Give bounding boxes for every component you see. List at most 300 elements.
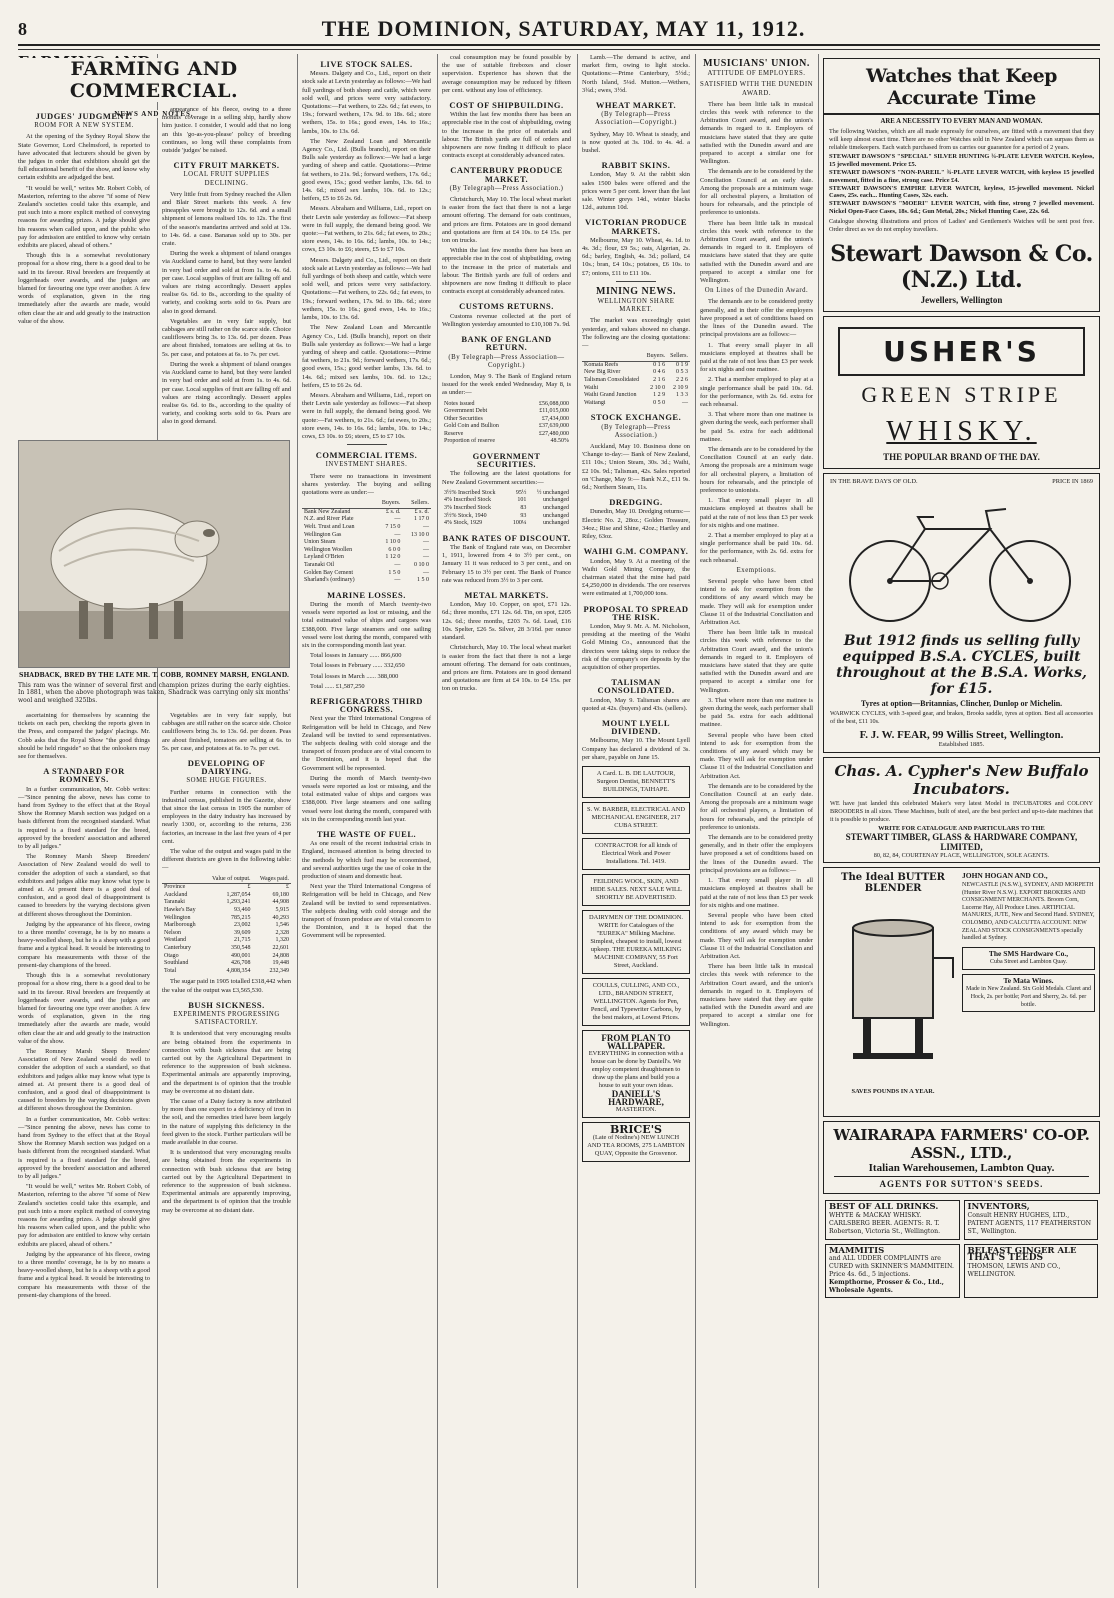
table-cell: 2 10 0 — [650, 384, 666, 391]
paragraph: 1. That every small player in all musicians employed at theatres shall be paid at the rate of not less than £3 per week for six nights and one matinee. — [700, 341, 813, 374]
table-row — [302, 547, 431, 555]
mammitis-ad — [825, 1244, 960, 1299]
table-cell: £ — [247, 884, 251, 891]
table-cell: 6 0 0 — [388, 546, 401, 553]
ad-text: A Card. L. B. DE LAUTOUR, Surgeon Dentist, BENNETT'S BUILDINGS, TAIHAPE. — [596, 769, 676, 793]
paragraph: Several people who have been cited intend to ask for exemption from the conditions of any award which may be made. They will ask for exemption under Clause 11 of the Industrial Conciliation and Arbitration Act. — [700, 911, 813, 960]
table-row — [582, 392, 690, 400]
wairarapa-farmers-ad — [823, 1121, 1100, 1194]
brices-ad — [582, 1122, 690, 1162]
paragraph: Messrs. Abraham and Williams, Ltd., report on their Levin sale yesterday as follows:—Fat sheep were in full supply, the demand being good. We quote:—Fat wethers, to 21s. 6d.; fat ewes, to 20s.; store ewes, 14s. to 16s. 6d.; lambs, 10s. to 14s.; cows, £3 10s. to £6; steers, £5 to £7 10s. — [302, 205, 431, 254]
paragraph: appearance of his fleece, owing to a three months' coverage in a selling ship, hardly show him justice. I consider, I would add that no long an this 'go-as-you-please' policy of breeding continues, so long will these complaints from outside 'judges' be raised. — [162, 106, 291, 155]
paragraph: Judging by the appearance of his fleece, owing to a three months' coverage, he is by no means a heavy-woolled sheep, but he is a sheep with a good frame and a typical head. It would be interesting to compare his measurements with those of the present-day champions of the breed. — [18, 920, 150, 969]
ram-photograph — [18, 440, 290, 668]
table-row — [442, 408, 571, 416]
bsa-cycles-ad — [823, 473, 1100, 753]
paragraph: The market was exceedingly quiet yesterday, and values showed no change. The following are the closing quotations:— — [582, 317, 690, 350]
table-cell: Leyland O'Brien — [304, 554, 344, 561]
article-headline: COST OF SHIPBUILDING. — [449, 100, 564, 111]
sheep-illustration — [19, 441, 290, 667]
butter-blender-ad — [823, 867, 1100, 1117]
paragraph: During the month of March twenty-two vessels were reported as lost or missing, and the total estimated value of ships and cargoes was £388,000. Five large steamers and one sailing vessel were lost during the month, compared with six in the corresponding month last year. — [302, 600, 431, 649]
ad-item-text: STEWART DAWSON'S "NON-PAREIL" ¾-PLATE LEVER WATCH, with keyless 15 jewelled movement, fitted in a fine, strong case. Price £4. — [829, 168, 1094, 184]
paragraph: Next year the Third International Congress of Refrigeration will be held in Chicago, and New Zealand will be invited to send representatives. The subjects dealing with cold storage and the transport of frozen produce are of vital concern to the Dominion, and it is hoped that the Government will be represented. — [302, 715, 431, 772]
dawson-place: Jewellers, Wellington — [920, 295, 1003, 306]
ad-row — [830, 478, 1093, 485]
paragraph: 1. That every small player in all musicians employed at theatres shall be paid at the rate of not less than £3 per week for six nights and one matinee. — [700, 877, 813, 909]
investment-shares-table — [302, 500, 431, 585]
article-subheadline: INVESTMENT SHARES. — [325, 461, 408, 469]
article-headline: WAIHI G.M. COMPANY. — [583, 546, 689, 557]
table-cell: 2 2 6 — [676, 377, 688, 384]
paragraph: Lamb.—The demand is active, and market firm, owing to light stocks. Quotations:—Prime Canterbury, 5½d.; North Island, 5¼d. Mutton.—Wethers, 3¾d.; ewes, 3½d. — [582, 54, 690, 94]
article-headline: PROPOSAL TO SPREAD THE RISK. — [583, 603, 689, 622]
table-row — [162, 899, 291, 907]
column-rule — [818, 54, 819, 1588]
table-cell: 490,001 — [231, 952, 251, 959]
paragraph: Christchurch, May 10. The local wheat market is easier from the fact that there is not a large amount offering. The demand for oats continues, and prices are firm. Potatoes are in good demand and quotations are firm at £4 10s. to £4 15s. per ton on trucks. — [442, 644, 571, 693]
paragraph: The demands are to be considered by the Conciliation Council at an early date. Among the proposals are a minimum wage for all orchestral players, a limitation of hours for rehearsals, and the principle of preference to unionists. — [700, 782, 813, 831]
table-header: Sellers. — [402, 500, 431, 508]
paragraph: The demands are to be considered pretty generally, and in their offer the employers have proposed a set of conditions based on the lines of the Dunedin award. The principal provisions are as follows:— — [700, 298, 813, 339]
table-cell: Province — [164, 884, 186, 891]
incubators-title: Chas. A. Cypher's New Buffalo Incubators. — [834, 761, 1089, 798]
article-subheadline: Exemptions. — [736, 566, 777, 574]
paragraph: As one result of the recent industrial crisis in England, increased attention is being directed to the methods by which fuel may be economised, and several authorities urge the use of coke in the production of steam and domestic heat. — [302, 840, 431, 880]
wairarapa-subtitle: Italian Warehousemen, Lambton Quay. — [868, 1162, 1055, 1175]
table-cell: Government Debt — [444, 408, 488, 415]
table-cell: 39,609 — [234, 929, 251, 936]
paragraph: The demands are to be considered by the Conciliation Council at an early date. Among the proposals are a minimum wage for all orchestral players, a limitation of hours for rehearsals, and the principle of preference to unionists. — [700, 168, 813, 217]
table-cell: Union Steam — [304, 539, 336, 546]
table-cell: Total — [164, 967, 177, 974]
table-cell: — — [682, 399, 688, 406]
table-row — [302, 508, 431, 516]
table-header — [582, 353, 644, 361]
dawson-brand: Stewart Dawson & Co. (N.Z.) Ltd. — [830, 241, 1093, 294]
ad-text: S. W. BARBER, ELECTRICAL AND MECHANICAL ENGINEER, 217 CUBA STREET. — [587, 805, 685, 829]
table-cell: 232,349 — [269, 967, 289, 974]
paragraph: Messrs. Abraham and Williams, Ltd., report on their Levin sale yesterday as follows:—Fat sheep were in full supply, the demand being good. We quote:—Fat wethers, to 21s. 6d.; fat ewes, to 20s.; store ewes, 14s. to 16s. 6d.; lambs, 10s. to 14s.; cows, £3 10s. to £6; steers, £5 to £7 10s. — [302, 391, 431, 440]
bike-small: WARWICK CYCLES, with 3-speed gear, and brakes, Brooks saddle, tyres at option. Best all accessories of the best, £11 10s. — [830, 710, 1093, 726]
table-row — [302, 539, 431, 547]
table-cell: Welt. Trust and Loan — [304, 523, 355, 530]
article-headline: MINING NEWS. — [596, 285, 676, 297]
table-cell: 5,915 — [275, 907, 289, 914]
table-cell: Reserve — [444, 430, 464, 437]
paragraph: During the month of March twenty-two vessels were reported as lost or missing, and the total estimated value of ships and cargoes was £388,000. Five large steamers and one sailing vessel were lost during the month, compared with six in the corresponding month last year. — [302, 774, 431, 823]
table-cell: Proportion of reserve — [444, 438, 495, 445]
incubators-body: WE have just landed this celebrated Maker's very latest Model in INCUBATORS and COLONY BROODERS in all sizes. These Machines, built of steel, are the best perfect and up-to-date machines that it is possible to produce. — [830, 799, 1093, 823]
article-headline: VICTORIAN PRODUCE MARKETS. — [584, 217, 688, 236]
paragraph: London, May 9. Mr. A. M. Nicholson, presiding at the meeting of the Waihi Gold Mining Co., announced that the directors were taking steps to reduce the risk of the company's ore deposits by the acquisition of other properties. — [582, 622, 690, 671]
divider — [616, 281, 656, 282]
paragraph: 2. That a member employed to play at a single performance shall be paid 10s. 6d. for the performance, with 2s. 6d. extra for each rehearsal. — [700, 376, 813, 408]
paragraph: Vegetables are in very fair supply, but cabbages are still rather on the scarce side. Choice cauliflowers bring 3s. to 13s. 6d. per dozen. Peas are about finished, tomatoes are selling at 6s. to 5s. per case, and potatoes at 6s. to 7s. per cwt. — [162, 317, 291, 358]
table-cell: Bank New Zealand — [304, 508, 351, 515]
table-cell: 1,546 — [275, 922, 289, 929]
table-cell: Waihi — [584, 384, 599, 391]
table-cell: Notes issued — [444, 400, 475, 407]
article-headline: A STANDARD FOR ROMNEYS. — [43, 766, 125, 785]
table-cell: £7,434,000 — [542, 415, 569, 422]
paragraph: Total losses in March ...... 388,000 — [310, 672, 399, 680]
paragraph: Total ...... £1,587,250 — [310, 682, 365, 690]
table-row — [582, 400, 690, 408]
table-row — [162, 915, 291, 923]
table-cell: 1 12 0 — [385, 554, 401, 561]
small-ads-row-2 — [823, 1242, 1100, 1301]
paragraph: The demands are to be considered by the Conciliation Council at an early date. Among the proposals are a minimum wage for all orchestral players, a limitation of hours for rehearsals, and the principle of preference to unionists. — [700, 445, 813, 494]
table-row — [302, 554, 431, 562]
table-cell: Westland — [164, 937, 187, 944]
usher-name: USHER'S — [883, 335, 1040, 369]
table-header — [302, 500, 373, 508]
paragraph: London, May 9. At the rabbit skin sales 1500 bales were offered and the prices were 5 per cent. lower than the last sale. Winter greys 14d., winter blacks 12d., autumn 10d. — [582, 171, 690, 212]
table-header — [162, 876, 203, 884]
paragraph: Total losses in February ...... 332,650 — [310, 662, 405, 670]
paragraph: Sydney, May 10. Wheat is steady, and is now quoted at 3s. 10d. to 4s. 4d. a bushel. — [582, 130, 690, 155]
paragraph: The sugar paid in 1905 totalled £318,442 when the value of the output was £3,565,530. — [162, 978, 291, 994]
sms-title: The SMS Hardware Co., — [988, 948, 1069, 958]
paragraph: The Romney Marsh Sheep Breeders' Association of New Zealand would do well to consider the adoption of such a standard, so that exhibitors and judges alike may know what type is aimed at. At present there is a good deal of confusion, and a good deal of disappointment is caused to breeders by the varying decisions given at different shows throughout the Dominion. — [18, 853, 150, 918]
column-1-lower — [18, 712, 150, 1588]
article-headline: DEVELOPING OF DAIRYING. — [187, 758, 266, 777]
table-row — [442, 513, 571, 521]
table-cell: Talisman Consolidated — [584, 377, 640, 384]
article-subheadline: EXPERIMENTS PROGRESSING SATISFACTORILY. — [173, 1010, 280, 1027]
ad-brand: BRICE'S — [609, 1122, 663, 1136]
ad-item — [829, 200, 1094, 216]
table-cell: 3½% Stock, 1940 — [444, 512, 487, 519]
small-ads-row-1 — [823, 1198, 1100, 1241]
butter-caption: SAVES POUNDS IN A YEAR. — [851, 1088, 935, 1096]
table-row — [302, 532, 431, 540]
table-cell: 1 10 0 — [385, 539, 401, 546]
table-cell: 1 5 0 — [417, 577, 429, 584]
paragraph: In a further communication, Mr. Cobb writes:—"Since penning the above, news has come to hand from Sydney to the effect that at the Royal Show the Romney Marsh section was judged on a basis different from the recognised standard. What is required is a fixed standard for the breed, approved by the breeders' association and adhered to by all judges." — [18, 1115, 150, 1180]
table-header: Buyers. — [373, 500, 402, 508]
paragraph: The Romney Marsh Sheep Breeders' Association of New Zealand would do well to consider the adoption of such a standard, so that exhibitors and judges alike may know what type is aimed at. At present there is a good deal of confusion, and a good deal of disappointment is caused to breeders by the varying decisions given at different shows throughout the Dominion. — [18, 1047, 150, 1113]
engineer-ad — [582, 802, 690, 834]
table-cell: 7 15 0 — [385, 523, 401, 530]
inventors-ad — [964, 1200, 1099, 1239]
divider — [347, 444, 387, 445]
article-headline: MARINE LOSSES. — [327, 589, 406, 600]
table-cell: — — [394, 561, 401, 568]
photo-note: This ram was the winner of several first and champion prizes during the early eighties. In 1881, when the above photograph was taken, Shadrack was carrying only six months' wool and weighed 325lbs. — [18, 681, 290, 704]
table-row — [442, 438, 571, 446]
butter-title: The Ideal BUTTER BLENDER — [841, 872, 945, 895]
article-subheadline: (By Telegraph—Press Association—Copyright.) — [448, 353, 565, 369]
table-cell: 0 1 6 — [653, 361, 666, 368]
table-cell: Sharland's (ordinary) — [304, 577, 355, 584]
paragraph: London, May 9. The Bank of England return issued for the week ended Wednesday, May 8, is as under:— — [442, 372, 571, 397]
table-row — [162, 945, 291, 953]
paragraph: Vegetables are in very fair supply, but cabbages are still rather on the scarce side. Choice cauliflowers bring 3s. to 13s. 6d. per dozen. Peas are about finished, tomatoes are selling at 6s. to 5s. per case, and potatoes at 6s. to 7s. per cwt. — [162, 712, 291, 752]
paragraph: coal consumption may be found possible by the use of suitable fireboxes and closer supervision. Experience has shown that the average consumption may be reduced by fifteen per cent. without any loss of efficiency. — [442, 54, 571, 94]
table-cell: 1 3 3 — [676, 392, 688, 399]
paragraph: Within the last few months there has been an appreciable rise in the cost of shipbuilding, owing to the increase in the price of materials and labour. The British yards are full of orders and shipowners are now finding it difficult to place contracts except at considerably advanced rates. — [442, 247, 571, 296]
table-cell: — — [394, 516, 401, 523]
contractor-ad — [582, 838, 690, 870]
article-headline: REFRIGERATORS THIRD CONGRESS. — [310, 695, 423, 715]
bicycle-icon — [830, 489, 1093, 629]
table-row — [162, 968, 291, 976]
incubators-address: 80, 82, 84, COURTENAY PLACE, WELLINGTON, SOLE AGENTS. — [873, 852, 1050, 860]
column-rule — [437, 54, 438, 1588]
table-header: Wages paid. — [253, 876, 291, 884]
paragraph: "It would be well," writes Mr. Robert Cobb, of Masterton, referring to the above "if some of New Zealand's societies could take this example, and put such into a more explicit method of conveying reasons for awarding prizes. A judge should give his reasons when called upon, and the public who pay for admission are entitled to know why certain exhibits are placed, ahead of others." — [18, 184, 150, 250]
table-row — [582, 385, 690, 393]
article-subheadline: LOCAL FRUIT SUPPLIES DECLINING. — [183, 171, 270, 187]
article-subheadline: (By Telegraph—Press Association.) — [449, 184, 564, 192]
table-cell: £37,639,000 — [539, 423, 569, 430]
table-cell: 2 1 6 — [653, 377, 666, 384]
table-row — [302, 562, 431, 570]
table-cell: 2,328 — [275, 929, 289, 936]
table-cell: 48.50% — [550, 438, 569, 445]
table-cell: 0 5 0 — [653, 399, 666, 406]
article-subheadline: On Lines of the Dunedin Award. — [704, 287, 809, 295]
ad-brand: DANIELL'S HARDWARE, — [608, 1088, 664, 1107]
paragraph: London, May 10. Copper, on spot, £71 12s. 6d.; three months, £71 12s. 6d. Tin, on spot, £205 12s. 6d.; three months, £203 7s. 6d. Lead, £16 10s. Spelter, £26 5s. Silver, 28 3/16d. per ounce standard. — [442, 601, 571, 642]
paragraph: Judging by the appearance of his fleece, owing to a three months' coverage, he is by no means a heavy-woolled sheep, but he is a sheep with a good frame and a typical head. It would be interesting to compare his measurements with those of the present-day champions of the breed. — [18, 1250, 150, 1299]
table-cell: 21,715 — [234, 937, 251, 944]
photo-caption: SHADBACK, BRED BY THE LATE MR. T. COBB, ROMNEY MARSH, ENGLAND. — [18, 672, 290, 679]
table-cell: 13 10 0 — [411, 531, 429, 538]
drinks-ad — [825, 1200, 960, 1239]
ad-item — [829, 169, 1094, 185]
paragraph: Though this is a somewhat revolutionary proposal for a show ring, there is a good deal to be said in its favour. Rival breeders are frequently at loggerheads over awards, and the judges are blamed for favouring one type over another. A few words of explanation, given in the ring immediately after the awards are made, would often clear the air and add greatly to the instruction value of the show. — [18, 972, 150, 1045]
usher-tagline: THE POPULAR BRAND OF THE DAY. — [883, 452, 1040, 463]
article-headline: TALISMAN CONSOLIDATED. — [597, 677, 675, 696]
table-row — [162, 892, 291, 900]
table-cell: Nelson — [164, 929, 181, 936]
paragraph: 2. That a member employed to play at a single performance shall be paid 10s. 6d. for the performance, with 2s. 6d. extra for each rehearsal. — [700, 531, 813, 564]
table-cell: £ — [286, 884, 289, 891]
table-row — [442, 520, 571, 528]
table-cell: 93,460 — [234, 907, 251, 914]
paragraph: Very little fruit from Sydney reached the Allen and Blair Street markets this week. A few pineapples were brought to 12s. 6d. and a small shipment of lemons realised 10s. to 12s. The first of the season's mandarins arrived and sold at 13s. to 14s. 6d. a case. Bananas sold up to 30s. per crate. — [162, 190, 291, 248]
table-row — [442, 401, 571, 409]
table-cell: Golden Bay Cement — [304, 569, 353, 576]
table-row — [442, 416, 571, 424]
table-cell: 1 2 9 — [653, 392, 666, 399]
ad-place: MASTERTON. — [615, 1105, 657, 1113]
article-subheadline: SOME HUGE FIGURES. — [186, 777, 267, 785]
ad-text: DAIRYMEN OF THE DOMINION. WRITE for Catalogues of the "EUREKA" Milking Machine. Simplest, cheapest to install, lowest upkeep. THE EUREKA MILKING MACHINE COMPANY, 55 Fort Street, Auckland. — [589, 913, 683, 969]
bike-dealer: F. J. W. FEAR, 99 Willis Street, Wellington. — [859, 728, 1064, 741]
table-cell: N.Z. and River Plate — [304, 516, 354, 523]
table-cell: 44,908 — [272, 899, 289, 906]
table-cell: 1 17 0 — [414, 516, 429, 523]
table-row — [582, 369, 690, 377]
table-cell: Canterbury — [164, 945, 191, 951]
ginger-ale-slogan: THAT'S TEEDS — [967, 1253, 1043, 1264]
bike-tyres: Tyres at option—Britannias, Clincher, Dunlop or Michelin. — [860, 699, 1063, 709]
article-headline: BANK OF ENGLAND RETURN. — [461, 334, 552, 353]
article-headline: METAL MARKETS. — [464, 590, 549, 601]
table-cell: Otago — [164, 952, 179, 959]
ad-text: COULLS, CULLING, AND CO., LTD., BRANDON STREET, WELLINGTON. Agents for Pen, Pencil, and Typewriter Carbons, by the best makers, at Lowest Prices. — [590, 981, 682, 1021]
incubators-write: WRITE FOR CATALOGUE AND PARTICULARS TO THE — [878, 825, 1045, 833]
column-rule — [157, 54, 158, 1588]
column-5 — [582, 54, 690, 1588]
table-row — [582, 361, 690, 369]
table-cell: unchanged — [543, 505, 569, 512]
table-row — [162, 960, 291, 968]
daniells-ad — [582, 1030, 690, 1118]
table-header: Sellers. — [667, 353, 690, 361]
table-cell: 1,320 — [275, 937, 289, 944]
table-cell: £ s. d. — [414, 508, 429, 515]
ad-text: The following Watches, which are all made expressly for ourselves, are fitted with a movement that they will keep almost exact time. There are no other Watches sold in New Zealand which can surpass them as reliable timekeepers. Each watch purchased from us carries our guarantee for a period of 2 years. — [829, 128, 1094, 151]
ad-text: EVERYTHING in connection with a house can be done by Daniell's. We employ competent draughtsmen to draw up the plans and build you a house to suit your own ideas. — [588, 1049, 684, 1089]
table-cell: £ s. d. — [385, 508, 401, 515]
table-cell: Hawke's Bay — [164, 907, 196, 914]
newspaper-title: THE DOMINION, SATURDAY, MAY 11, 1912. — [321, 16, 806, 41]
paragraph: 3. That where more than one matinee is given during the week, each performer shall be paid 5s. extra for each additional matinee. — [700, 696, 813, 729]
table-cell: 0 1 9 — [676, 361, 688, 368]
drinks-heading: BEST OF ALL DRINKS. — [829, 1202, 939, 1213]
ad-body — [824, 128, 1099, 233]
ad-title: Watches that Keep Accurate Time — [824, 59, 1099, 115]
article-headline: BUSH SICKNESS. — [188, 999, 265, 1010]
table-cell: 0 5 3 — [676, 369, 688, 376]
paragraph: There has been little talk in musical circles this week with reference to the Arbitration Court award, and the union's demands in regard to it. Employers of musicians have stated that they are quite satisfied with the Dunedin award and are prepared to accept a similar one for Wellington. — [700, 219, 813, 285]
paragraph: Customs revenue collected at the port of Wellington yesterday amounted to £10,108 7s. 9d. — [442, 312, 571, 328]
column-6 — [700, 54, 813, 1588]
mammitis-body: and ALL UDDER COMPLAINTS are CURED with SKINNER'S MAMMITEIN. Price 4s. 6d., 5 injections. — [829, 1255, 954, 1278]
te-mata-title: Te Mata Wines. — [1003, 975, 1054, 985]
paragraph: Next year the Third International Congress of Refrigeration will be held in Chicago, and New Zealand will be invited to send representatives. The subjects dealing with cold storage and the transport of frozen produce are of vital concern to the Dominion, and it is hoped that the Government will be represented. — [302, 883, 431, 940]
ad-footer: Catalogue showing illustrations and prices of Ladies' and Gentlemen's Watches will be sent post free. Order direct as we do not employ travellers. — [829, 217, 1094, 233]
table-row — [302, 570, 431, 578]
ad-text: IN THE BRAVE DAYS OF OLD. — [830, 478, 918, 486]
table-cell: 350,548 — [231, 945, 251, 951]
usher-whisky-ad — [823, 316, 1100, 469]
mammitis-heading: MAMMITIS — [829, 1245, 885, 1256]
paragraph: There has been little talk in musical circles this week with reference to the Arbitration Court award, and the union's demands in regard to it. Employers of musicians have stated that they are quite satisfied with the Dunedin award and are prepared to accept a similar one for Wellington. — [700, 100, 813, 166]
table-cell: 1 5 0 — [388, 569, 401, 576]
paragraph: Total losses in January ...... 866,600 — [310, 652, 402, 660]
article-headline: DREDGING. — [609, 497, 663, 508]
wairarapa-title: WAIRARAPA FARMERS' CO-OP. ASSN., LTD., — [833, 1126, 1090, 1163]
bank-return-table — [442, 401, 571, 447]
table-cell: unchanged — [543, 497, 569, 504]
table-cell: 22,601 — [272, 945, 289, 951]
table-cell: Wellington — [164, 914, 191, 921]
table-cell: 0 10 0 — [414, 561, 429, 568]
table-cell: 93 — [520, 512, 527, 519]
article-headline: RABBIT SKINS. — [601, 160, 671, 171]
table-cell: 24,808 — [272, 952, 289, 959]
page-number: 8 — [18, 18, 27, 39]
paragraph: Within the last few months there has been an appreciable rise in the cost of shipbuilding, owing to the increase in the price of materials and labour. The British yards are full of orders and shipowners are now finding it difficult to place contracts except at considerably advanced rates. — [442, 111, 571, 160]
ad-text: FEILDING WOOL, SKIN, AND HIDE SALES. NEXT SALE WILL SHORTLY BE ADVERTISED. — [590, 877, 682, 901]
incubators-ad — [823, 757, 1100, 863]
government-securities-table — [442, 490, 571, 528]
hogan-title: JOHN HOGAN AND CO., — [962, 871, 1048, 881]
table-cell: Komata Reefs — [584, 361, 619, 368]
article-headline: GOVERNMENT SECURITIES. — [472, 451, 541, 470]
ad-item — [829, 153, 1094, 169]
article-headline: THE WASTE OF FUEL. — [316, 828, 417, 839]
table-cell: Wellington Woollen — [304, 546, 353, 553]
mining-shares-table — [582, 353, 690, 407]
table-row — [302, 516, 431, 524]
table-cell: 100¼ — [512, 520, 527, 527]
usher-banner — [838, 327, 1085, 376]
paragraph: The Bank of England rate was, on December 1, 1911, lowered from 4 to 3½ per cent., on January 11 it was reduced to 3 per cent., and on February 15 to 3½ per cent. The Bank of France rate was reduced from 3½ to 3 per cent. — [442, 544, 571, 584]
article-headline: CUSTOMS RETURNS. — [459, 301, 554, 312]
table-row — [162, 937, 291, 945]
table-row — [162, 907, 291, 915]
paragraph: Several people who have been cited intend to ask for exemption from the conditions of any award which may be made. They will ask for exemption under Clause 11 of the Industrial Conciliation and Arbitration Act. — [700, 577, 813, 626]
article-subheadline: (By Telegraph—Press Association—Copyright.) — [595, 111, 677, 127]
table-cell: Auckland — [164, 891, 188, 898]
ad-text: CONTRACTOR for all kinds of Electrical Work and Power Installations. Tel. 1419. — [594, 841, 678, 865]
table-row — [302, 577, 431, 585]
paragraph: The cause of a Daisy factory is now attributed by more than one expert to a deficiency of iron in the soil, and the remedies tried have been largely in the nature of supplying this deficiency in the feed given to the stock. Further particulars will be made available in due course. — [162, 1098, 291, 1147]
watches-ad — [823, 58, 1100, 312]
table-cell: 785,215 — [231, 914, 251, 921]
paragraph: The New Zealand Loan and Mercantile Agency Co., Ltd. (Bulls branch), report on their Bulls sale yesterday as follows:—We had a large yarding of sheep and cattle. Quotations:—Prime fat wethers, to 21s. 9d.; forward wethers, 17s. 6d.; good ewes, 15s.; good wether lambs, 13s. 6d. to 14s. 6d.; mixed sex lambs, 10s. 6d. to 12s.; heifers, £5 to £6 2s. 6d. — [302, 137, 431, 203]
ad-heading: FROM PLAN TO WALLPAPER. — [601, 1032, 671, 1051]
table-cell: Waitangi — [584, 399, 606, 406]
drinks-body: WHYTE & MACKAY WHISKY. CARLSBERG BEER. AGENTS: R. T. Robertson, Victoria St., Wellington. — [829, 1212, 941, 1235]
table-row — [302, 524, 431, 532]
table-cell: 83 — [520, 505, 527, 512]
article-headline: COMMERCIAL ITEMS. — [315, 450, 418, 461]
ginger-ale-ad — [964, 1244, 1099, 1299]
article-headline: JUDGES' JUDGMENT. — [35, 111, 133, 121]
mammitis-agents: Kempthorne, Prosser & Co., Ltd., Wholesale Agents. — [829, 1278, 944, 1294]
table-row — [162, 930, 291, 938]
te-mata-body: Made in New Zealand. Six Gold Medals. Claret and Hock, 2s. per bottle; Port and Sherry, 2s. 6d. per bottle. — [966, 986, 1091, 1008]
incubators-company: STEWART TIMBER, GLASS & HARDWARE COMPANY, LIMITED, — [845, 832, 1078, 853]
paragraph: There were no transactions in investment shares yesterday. The buying and selling quotations were as under:— — [302, 472, 431, 496]
table-cell: 95½ — [515, 489, 527, 496]
column-2-lower — [162, 712, 291, 1588]
table-row — [162, 922, 291, 930]
bike-headline: But 1912 finds us selling fully equipped B.S.A. CYCLES, built throughout at the B.S.A. Works, for £15. — [836, 633, 1087, 698]
table-cell: Waihi Grand Junction — [584, 392, 637, 399]
table-cell: 426,708 — [231, 960, 251, 967]
table-cell: 40,293 — [272, 914, 289, 921]
table-row — [442, 505, 571, 513]
photo-block — [18, 436, 290, 709]
table-cell: 23,002 — [234, 922, 251, 929]
paragraph: 3. That where more than one matinee is given during the week, each performer shall be paid 5s. extra for each additional matinee. — [700, 411, 813, 443]
paragraph: Several people who have been cited intend to ask for exemption from the conditions of any award which may be made. They will ask for exemption under Clause 11 of the Industrial Conciliation and Arbitration Act. — [700, 731, 813, 780]
table-cell: — — [423, 539, 429, 546]
wool-sales-ad — [582, 874, 690, 906]
milking-machine-ad — [582, 910, 690, 974]
paragraph: It is understood that very encouraging results are being obtained from the experiments in connection with bush sickness that are being carried out by the Agricultural Department in reference to the suppression of bush sickness. Experimental animals are apparently improving, and the department is of opinion that the trouble may be overcome at no distant date. — [162, 1149, 291, 1214]
article-subheadline: ATTITUDE OF EMPLOYERS. — [707, 70, 806, 78]
table-cell: Taranaki Oil — [304, 561, 335, 568]
table-cell: — — [423, 569, 429, 576]
paragraph: London, May 9. At a meeting of the Waihi Gold Mining Company, the chairman stated that the mine had paid £4,250,000 in dividends. The ore reserves were estimated at 1,700,000 tons. — [582, 557, 690, 598]
ad-item — [829, 185, 1094, 201]
inventors-body: Consult HENRY HUGHES, LTD., PATENT AGENTS, 117 FEATHERSTON ST., Wellington. — [967, 1212, 1092, 1235]
bike-established: Established 1885. — [938, 740, 985, 748]
table-cell: unchanged — [543, 512, 569, 519]
table-cell: £56,088,000 — [539, 400, 569, 407]
paragraph: Dunedin, May 10. Dredging returns:—Electric No. 2, 28oz.; Golden Treasure, 34oz.; Rise and Shine, 42oz.; Hartley and Riley, 63oz. — [582, 508, 690, 541]
